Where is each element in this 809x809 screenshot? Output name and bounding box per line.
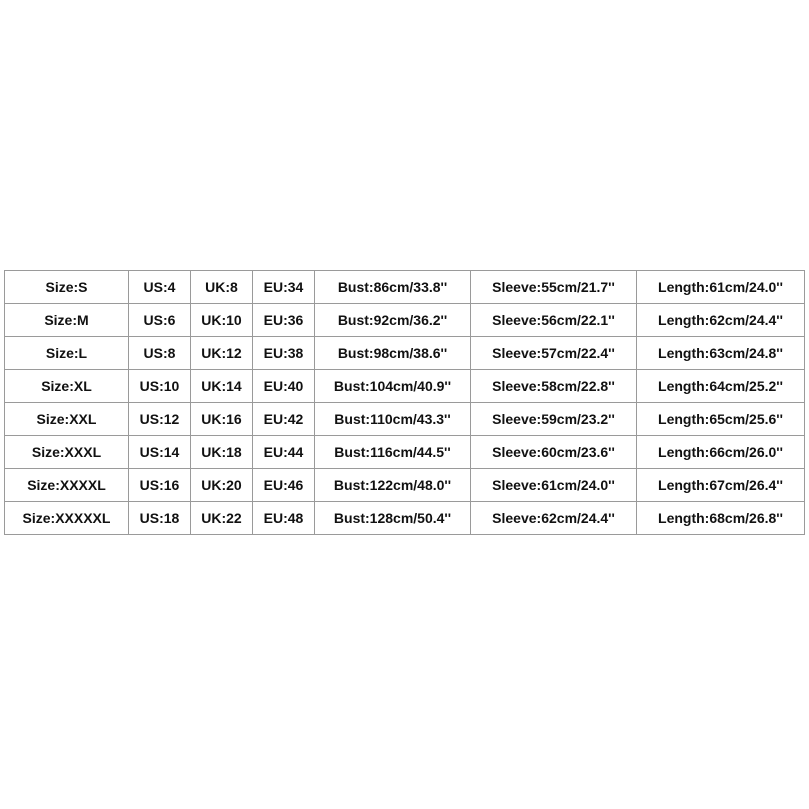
size-cell: Size:XXXL (5, 436, 129, 469)
eu-size-cell: EU:36 (253, 304, 315, 337)
table-row (5, 502, 805, 535)
size-cell: Size:XXXXXL (5, 502, 129, 535)
us-size-cell: US:16 (129, 469, 191, 502)
bust-cell: Bust:128cm/50.4'' (315, 502, 471, 535)
eu-size-cell: EU:44 (253, 436, 315, 469)
table-row (5, 370, 805, 403)
bust-cell: Bust:110cm/43.3'' (315, 403, 471, 436)
uk-size-cell: UK:8 (191, 271, 253, 304)
table-row (5, 469, 805, 502)
sleeve-cell: Sleeve:62cm/24.4'' (471, 502, 637, 535)
size-cell: Size:XXXXL (5, 469, 129, 502)
sleeve-cell: Sleeve:57cm/22.4'' (471, 337, 637, 370)
uk-size-cell: UK:20 (191, 469, 253, 502)
us-size-cell: US:14 (129, 436, 191, 469)
length-cell: Length:67cm/26.4'' (637, 469, 805, 502)
length-cell: Length:61cm/24.0'' (637, 271, 805, 304)
length-cell: Length:66cm/26.0'' (637, 436, 805, 469)
us-size-cell: US:12 (129, 403, 191, 436)
uk-size-cell: UK:18 (191, 436, 253, 469)
length-cell: Length:68cm/26.8'' (637, 502, 805, 535)
eu-size-cell: EU:34 (253, 271, 315, 304)
uk-size-cell: UK:12 (191, 337, 253, 370)
size-chart-body (5, 271, 805, 535)
eu-size-cell: EU:46 (253, 469, 315, 502)
table-row (5, 271, 805, 304)
size-cell: Size:S (5, 271, 129, 304)
sleeve-cell: Sleeve:59cm/23.2'' (471, 403, 637, 436)
uk-size-cell: UK:10 (191, 304, 253, 337)
sleeve-cell: Sleeve:60cm/23.6'' (471, 436, 637, 469)
bust-cell: Bust:116cm/44.5'' (315, 436, 471, 469)
table-row (5, 304, 805, 337)
table-row (5, 337, 805, 370)
uk-size-cell: UK:14 (191, 370, 253, 403)
bust-cell: Bust:98cm/38.6'' (315, 337, 471, 370)
eu-size-cell: EU:40 (253, 370, 315, 403)
us-size-cell: US:8 (129, 337, 191, 370)
sleeve-cell: Sleeve:58cm/22.8'' (471, 370, 637, 403)
length-cell: Length:63cm/24.8'' (637, 337, 805, 370)
bust-cell: Bust:86cm/33.8'' (315, 271, 471, 304)
size-cell: Size:M (5, 304, 129, 337)
table-row (5, 436, 805, 469)
bust-cell: Bust:122cm/48.0'' (315, 469, 471, 502)
us-size-cell: US:6 (129, 304, 191, 337)
size-cell: Size:XL (5, 370, 129, 403)
bust-cell: Bust:104cm/40.9'' (315, 370, 471, 403)
eu-size-cell: EU:38 (253, 337, 315, 370)
length-cell: Length:65cm/25.6'' (637, 403, 805, 436)
eu-size-cell: EU:42 (253, 403, 315, 436)
uk-size-cell: UK:22 (191, 502, 253, 535)
sleeve-cell: Sleeve:61cm/24.0'' (471, 469, 637, 502)
table-row (5, 403, 805, 436)
sleeve-cell: Sleeve:55cm/21.7'' (471, 271, 637, 304)
us-size-cell: US:4 (129, 271, 191, 304)
size-cell: Size:XXL (5, 403, 129, 436)
sleeve-cell: Sleeve:56cm/22.1'' (471, 304, 637, 337)
us-size-cell: US:18 (129, 502, 191, 535)
uk-size-cell: UK:16 (191, 403, 253, 436)
us-size-cell: US:10 (129, 370, 191, 403)
bust-cell: Bust:92cm/36.2'' (315, 304, 471, 337)
size-cell: Size:L (5, 337, 129, 370)
length-cell: Length:62cm/24.4'' (637, 304, 805, 337)
eu-size-cell: EU:48 (253, 502, 315, 535)
length-cell: Length:64cm/25.2'' (637, 370, 805, 403)
size-chart-table (4, 270, 805, 535)
